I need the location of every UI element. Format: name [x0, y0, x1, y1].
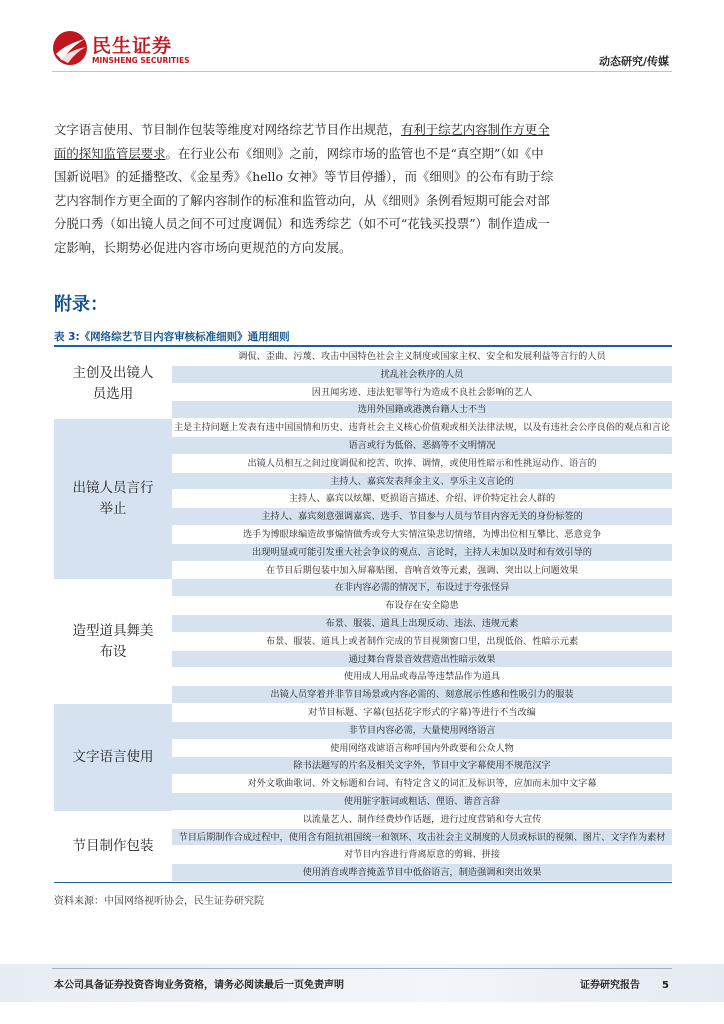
paragraph-text-2: 。在行业公布《细则》之前，网综市场的监管也不是“真空期”（如《中国新说唱》的延播整改、《金星秀》《hello 女神》等节目停播），而《细则》的公布有助于综艺内容制作方更全面的了解内容制作的标准和监管动向，从《细则》条例看短期可能会对部分脱口秀（如出镜人员之间不可过度调侃）和选秀综艺（如不可“花钱买投票”）制作造成一定影响，长期势必促进内容市场向更规范的方向发展。	[54, 145, 554, 255]
table-row: 出镜人员穿着并非节目场景或内容必需的、刻意展示性感和性吸引力的服装	[172, 686, 672, 704]
table-group	[54, 811, 672, 882]
page-number: 5	[662, 980, 669, 991]
table-row: 以流量艺人、制作经费炒作话题，进行过度营销和夸大宣传	[172, 811, 672, 829]
table-row: 除书法题写的片名及相关文字外，节目中文字幕使用不规范汉字	[172, 757, 672, 775]
table-row: 主持人、嘉宾发表拜金主义、享乐主义言论的	[172, 473, 672, 491]
header-divider	[52, 71, 672, 72]
minsheng-logo-icon	[52, 30, 88, 66]
table-row: 在节目后期包装中加入屏幕贴图、音响音效等元素，强调、突出以上问题效果	[172, 562, 672, 580]
category-cell: 造型道具舞美布设	[72, 622, 154, 660]
table-row: 使用消音或哔音掩盖节目中低俗语言，制造强调和突出效果	[172, 864, 672, 882]
table-row: 主是主持问题上发表有违中国国情和历史、违背社会主义核心价值观或相关法律法规，以及有违社会公序良俗的观点和言论	[172, 419, 672, 437]
table-row: 布设存在安全隐患	[172, 597, 672, 615]
footer-right	[580, 976, 669, 991]
table-group	[54, 579, 672, 704]
paragraph-underlined-text: 有利于综艺内容制作方更全面的探知监管层要求	[54, 122, 550, 161]
logo-chinese-name: 民生证券	[92, 35, 173, 57]
table-row: 节目后期制作合成过程中，使用含有阻抗祖国统一和领环、攻击社会主义制度的人员或标识的视频、图片、文字作为素材	[172, 829, 672, 847]
table-group	[54, 419, 672, 579]
category-cell: 文字语言使用	[54, 704, 172, 811]
paragraph-text-1: 文字语言使用、节目制作包装等维度对网络综艺节目作出规范，	[54, 122, 401, 137]
report-type-label: 证券研究报告	[580, 980, 641, 991]
category-cell: 出镜人员言行举止	[54, 419, 172, 579]
footer-divider	[52, 968, 672, 969]
category-cell: 节目制作包装	[72, 837, 154, 854]
category-cell: 主创及出镜人员选用	[72, 364, 154, 402]
body-paragraph	[54, 118, 554, 259]
table-row: 调侃、歪曲、污蔑、攻击中国特色社会主义制度或国家主权、安全和发展利益等言行的人员	[172, 348, 672, 366]
table-row: 出现明显或可能引发重大社会争议的观点、言论时，主持人未加以及时和有效引导的	[172, 544, 672, 562]
table-row: 对节目内容进行背离原意的剪辑、拼接	[172, 846, 672, 864]
table-row: 使用成人用品或毒品等违禁品作为道具	[172, 668, 672, 686]
company-logo	[52, 30, 202, 70]
table-row: 语言或行为低俗、恶搞等不文明情况	[172, 437, 672, 455]
source-note: 资料来源：中国网络视听协会，民生证券研究院	[54, 896, 264, 907]
table-top-rule	[54, 345, 672, 347]
table-row: 非节目内容必需，大量使用网络语言	[172, 722, 672, 740]
table-group	[54, 704, 672, 811]
rules-table	[54, 348, 672, 883]
table-row: 对节目标题、字幕(包括花字形式的字幕)等进行不当改编	[172, 704, 672, 722]
logo-english-name: MINSHENG SECURITIES	[92, 56, 190, 65]
footer-disclaimer: 本公司具备证券投资咨询业务资格，请务必阅读最后一页免责声明	[54, 980, 344, 991]
table-row: 扰乱社会秩序的人员	[172, 366, 672, 384]
table-row: 布景、服装、道具上或者制作完成的节目视频窗口里，出现低俗、性暗示元素	[172, 633, 672, 651]
table-group	[54, 348, 672, 419]
table-row: 通过舞台背景音效营造出性暗示效果	[172, 651, 672, 669]
table-row: 主持人、嘉宾刻意强调嘉宾、选手、节目参与人员与节目内容无关的身份标签的	[172, 508, 672, 526]
table-row: 布景、服装、道具上出现反动、违法、违规元素	[172, 615, 672, 633]
table-row: 对外文歌曲歌词、外文标题和台词、有特定含义的词汇及标识等，应加而未加中文字幕	[172, 775, 672, 793]
table-row: 因丑闻劣迹、违法犯罪等行为造成不良社会影响的艺人	[172, 384, 672, 402]
table-title: 表 3:《网络综艺节目内容审核标准细则》通用细则	[54, 331, 290, 343]
table-row: 选用外国籍或港澳台籍人士不当	[172, 401, 672, 419]
appendix-heading: 附录：	[54, 294, 108, 315]
table-row: 在非内容必需的情况下，布设过于夸张怪异	[172, 579, 672, 597]
table-row: 使用网络戏谑语言称呼国内外政要和公众人物	[172, 740, 672, 758]
table-row: 主持人、嘉宾以炫耀、贬损语言描述、介绍、评价特定社会人群的	[172, 490, 672, 508]
table-row: 使用脏字脏词或粗话、俚语、谐音言辞	[172, 793, 672, 811]
table-row: 出镜人员相互之间过度调侃和挖苦、吹捧、调情，或使用性暗示和性挑逗动作、语言的	[172, 455, 672, 473]
report-section-label: 动态研究/传媒	[598, 55, 669, 68]
table-row: 选手为博眼球编造故事煽情做秀或夸大实情渲染悲切情绪，为博出位相互攀比、恶意竞争	[172, 526, 672, 544]
